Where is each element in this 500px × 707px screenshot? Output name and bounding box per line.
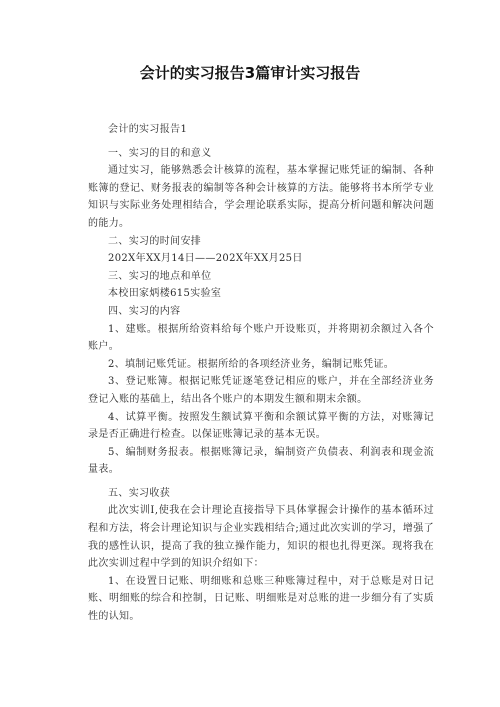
body-paragraph: 3、登记账簿。根据记账凭证逐笔登记相应的账户，并在全部经济业务登记入账的基础上，结出各个账户的本期发生额和期末余额。 (88, 376, 434, 405)
body-paragraph: 4、试算平衡。按照发生额试算平衡和余额试算平衡的方法，对账簿记录是否正确进行检查。以保证账簿记录的基本无误。 (88, 411, 434, 441)
section-heading: 二、实习的时间安排 (108, 235, 202, 247)
body-paragraph: 1、建账。根据所给资料给每个账户开设账页，并将期初余额过入各个账户。 (88, 323, 434, 353)
body-paragraph: 本校田家炳楼615实验室 (108, 288, 222, 300)
section-heading: 三、实习的地点和单位 (108, 270, 212, 282)
body-paragraph: 通过实习，能够熟悉会计核算的流程，基本掌握记账凭证的编制、各种账簿的登记、财务报表的编制等各种会计核算的方法。能够将书本所学专业知识与实际业务处理相结合，学会理论联系实际，提高分析问题和解决问题的能力。 (88, 165, 434, 229)
body-paragraph: 5、编制财务报表。根据账簿记录，编制资产负债表、利润表和现金流量表。 (88, 446, 434, 476)
report-subtitle: 会计的实习报告1 (108, 124, 188, 135)
section-heading: 五、实习收获 (108, 487, 171, 499)
body-paragraph: 此次实训Ⅰ,使我在会计理论直接指导下具体掌握会计操作的基本循环过程和方法，将会计理论知识与企业实践相结合;通过此次实训的学习，增强了我的感性认识，提高了我的独立操作能力，知识的根也扎得更深。现将我在此次实训过程中学到的知识介绍如下： (88, 505, 434, 570)
document-title: 会计的实习报告3篇审计实习报告 (139, 64, 361, 82)
document-body (88, 121, 434, 626)
section-heading: 一、实习的目的和意义 (108, 147, 212, 159)
body-paragraph: 2、填制记账凭证。根据所给的各项经济业务，编制记账凭证。 (108, 358, 395, 370)
body-paragraph: 202X年XX月14日——202X年XX月25日 (108, 253, 303, 265)
section-heading: 四、实习的内容 (108, 305, 181, 317)
body-paragraph: 1、在设置日记账、明细账和总账三种账簿过程中，对于总账是对日记账、明细账的综合和控制，日记账、明细账是对总账的进一步细分有了实质性的认知。 (88, 575, 434, 623)
